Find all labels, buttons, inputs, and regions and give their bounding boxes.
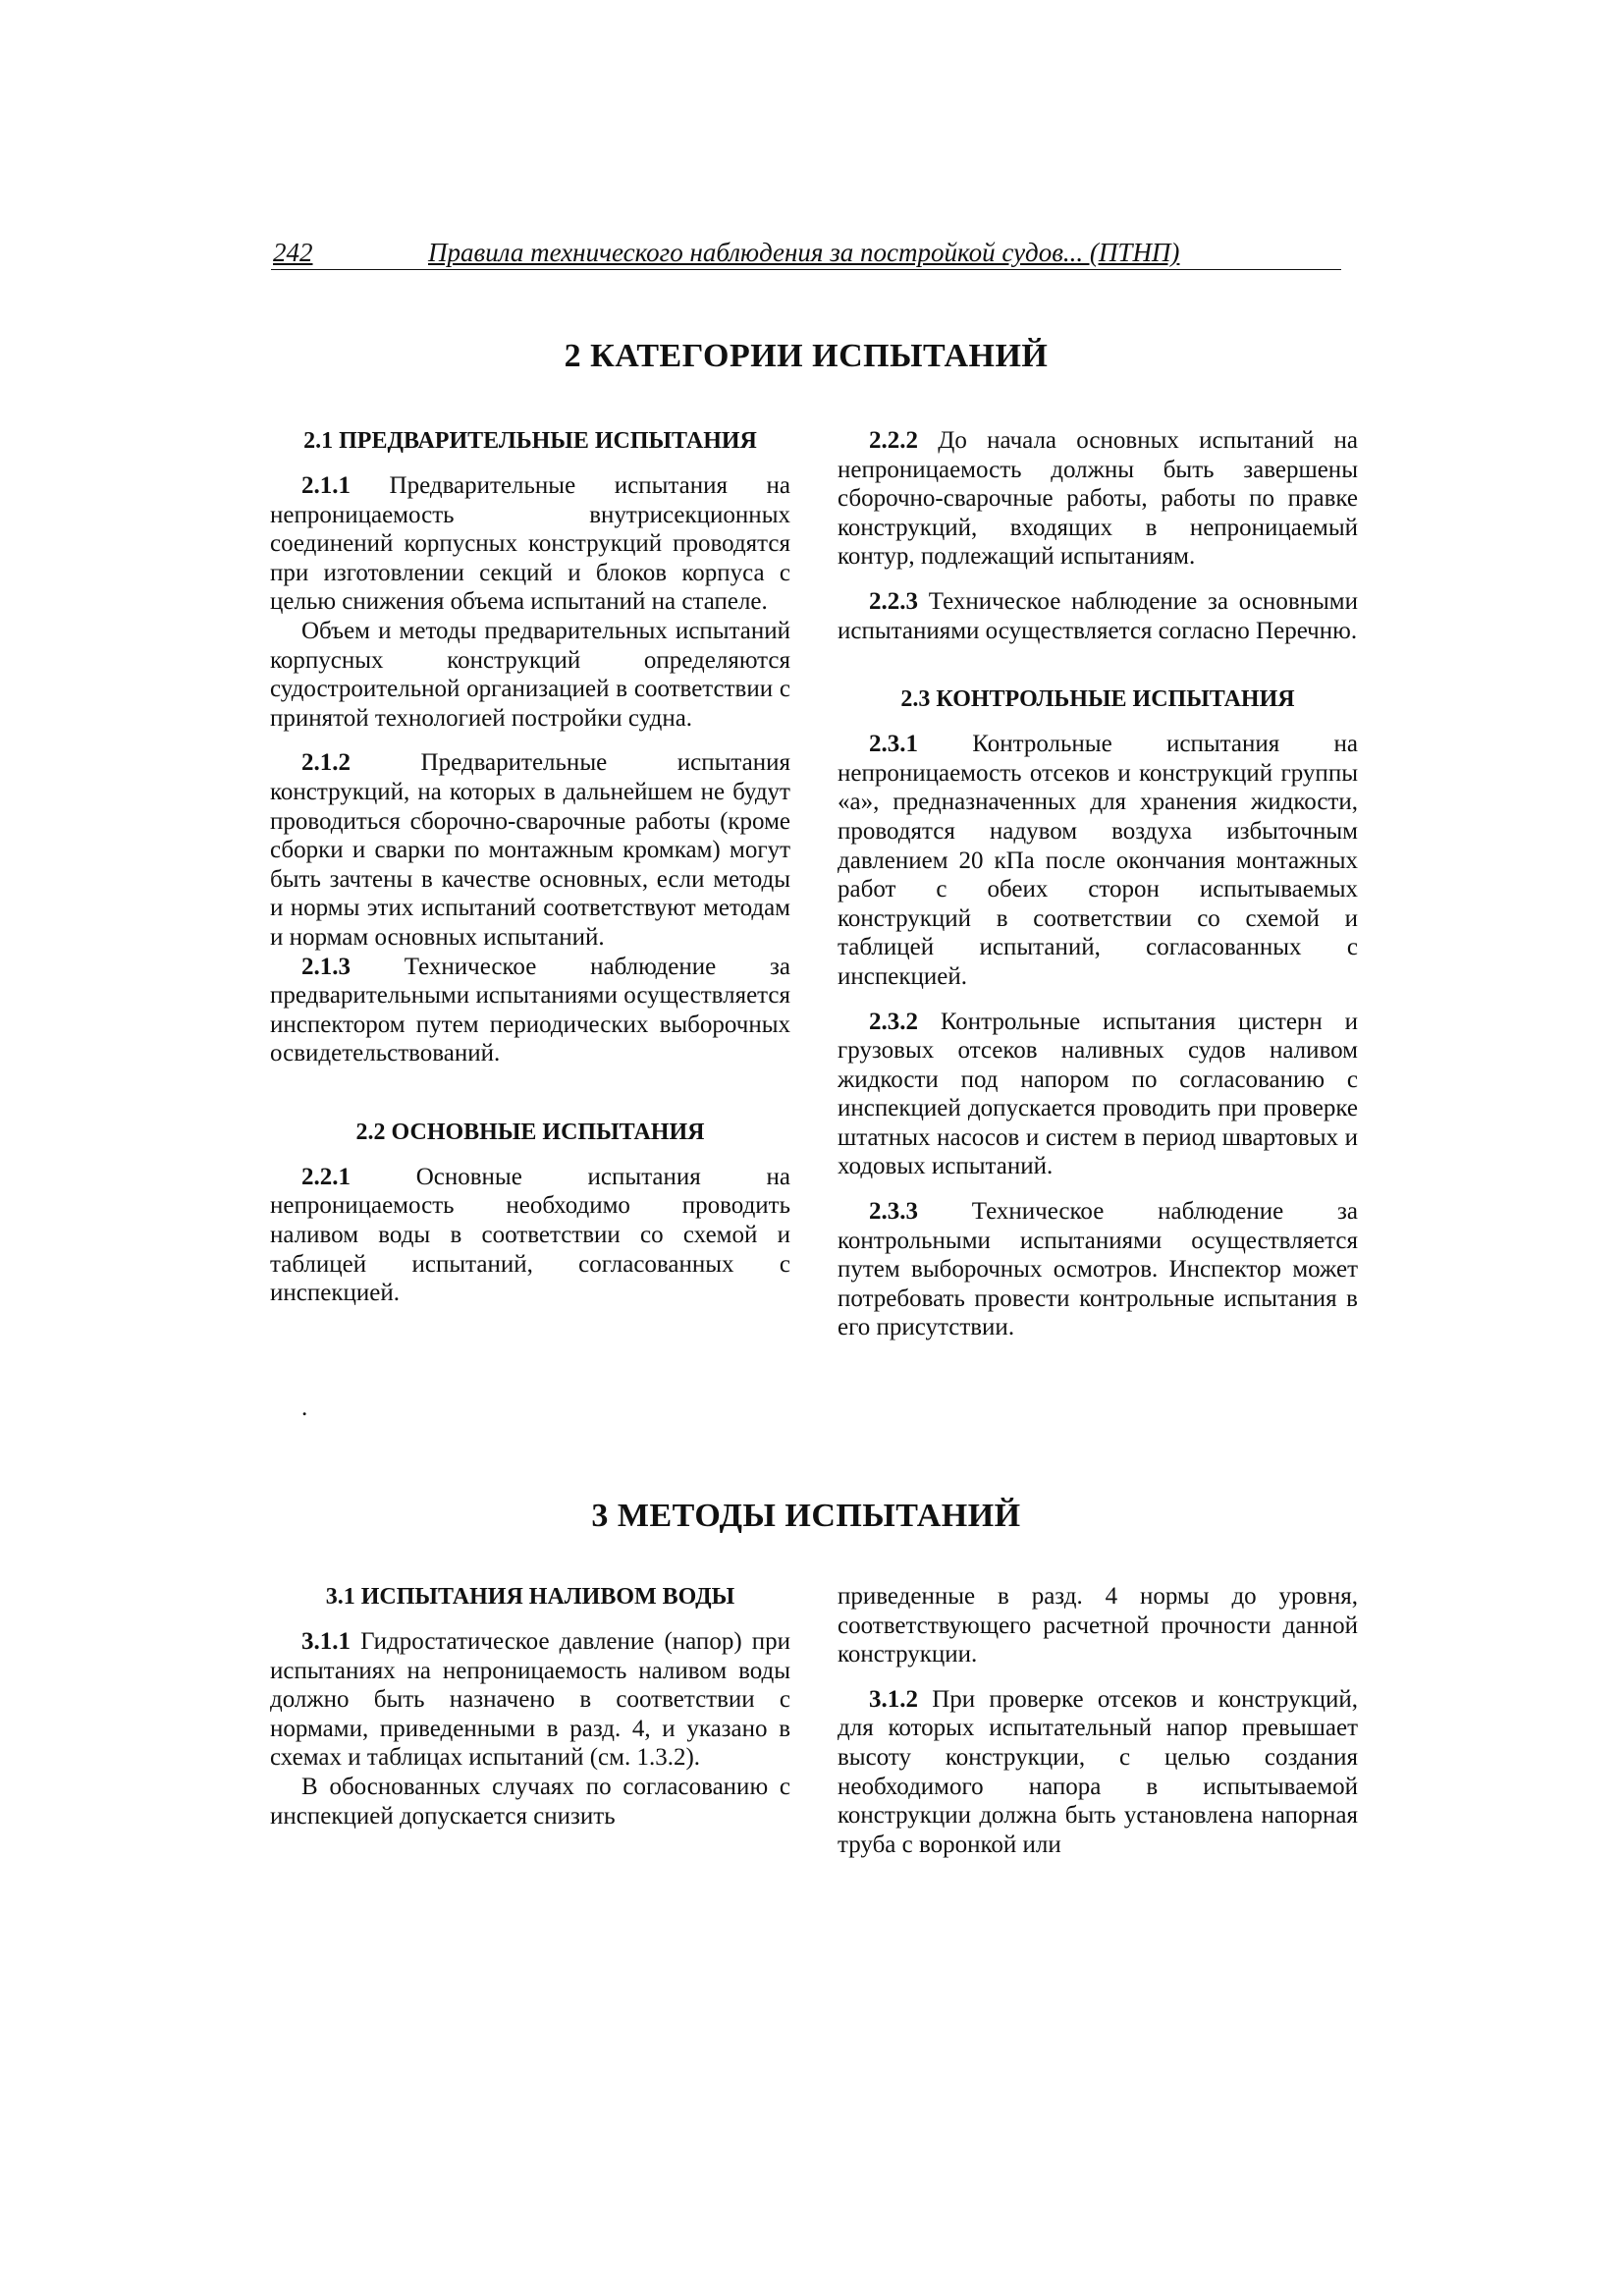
chapter-2-right-column [838,426,1358,1342]
clause-text: Техническое наблюдение за предварительными испытаниями осуществляется инспектором путем периодических выборочных освидетельствований. [270,953,790,1067]
section-2-1-heading: 2.1 ПРЕДВАРИТЕЛЬНЫЕ ИСПЫТАНИЯ [303,428,757,454]
chapter-3-right-column [838,1582,1358,1859]
clause-number: 2.3.1 [869,731,918,758]
clause-number: 2.1.1 [301,472,351,499]
page-number: 242 [273,238,313,267]
paragraph-2-2-1 [270,1163,790,1308]
clause-text: Предварительные испытания на непроницаемость внутрисекционных соединений корпусных конструкций проводятся при изготовлении секций и блоков корпуса с целью снижения объема испытаний на стапеле. [270,472,790,616]
chapter-2-left-column [270,426,790,1308]
paragraph-3-1-2 [838,1685,1358,1860]
clause-text: До начала основных испытаний на непроницаемость должны быть завершены сборочно-сварочные работы, работы по правке конструкций, входящих в непроницаемый контур, подлежащий испытаниям. [838,427,1358,571]
chapter-3-title: 3 МЕТОДЫ ИСПЫТАНИЙ [591,1498,1021,1534]
clause-number: 2.2.1 [301,1163,351,1190]
paragraph-2-2-3 [838,587,1358,645]
clause-text: Основные испытания на непроницаемость необходимо проводить наливом воды в соответствии со схемой и таблицей испытаний, согласованных с инспекцией. [270,1163,790,1307]
paragraph-3-1-1-cont-continued: приведенные в разд. 4 нормы до уровня, соответствующего расчетной прочности данной конструкции. [838,1583,1358,1668]
clause-number: 3.1.2 [869,1685,918,1713]
clause-text: Предварительные испытания конструкций, на которых в дальнейшем не будут проводиться сборочно-сварочные работы (кроме сборки и сварки по монтажным кромкам) могут быть зачтены в качестве основных, если методы и нормы этих испытаний соответствуют методам и нормам основных испытаний. [270,749,790,951]
chapter-3-left-column [270,1582,790,1831]
clause-number: 3.1.1 [301,1628,351,1655]
clause-text: Техническое наблюдение за основными испытаниями осуществляется согласно Перечню. [838,587,1358,644]
paragraph-2-1-1-cont: Объем и методы предварительных испытаний корпусных конструкций определяются судостроительной организацией в соответствии с принятой технологией постройки судна. [270,617,790,732]
section-3-1-heading: 3.1 ИСПЫТАНИЯ НАЛИВОМ ВОДЫ [325,1584,735,1610]
running-header [271,236,1341,270]
paragraph-2-3-1 [838,730,1358,991]
clause-number: 2.1.3 [301,953,351,980]
clause-text: Контрольные испытания цистерн и грузовых отсеков наливных судов наливом жидкости под напором по согласованию с инспекцией допускается проводить при проверке штатных насосов и систем в период швартовых и ходовых испытаний. [838,1008,1358,1180]
clause-text: Техническое наблюдение за контрольными испытаниями осуществляется путем выборочных осмотров. Инспектор может потребовать провести контрольные испытания в его присутствии. [838,1198,1358,1341]
clause-number: 2.1.2 [301,749,351,777]
paragraph-3-1-1 [270,1627,790,1773]
clause-text: Гидростатическое давление (напор) при испытаниях на непроницаемость наливом воды должно быть назначено в соответствии с нормами, приведенными в разд. 4, и указано в схемах и таблицах испытаний (см. 1.3.2). [270,1628,790,1772]
clause-number: 2.2.3 [869,587,918,615]
clause-text: При проверке отсеков и конструкций, для которых испытательный напор превышает высоту конструкции, с целью создания необходимого напора в испытываемой конструкции должна быть установлена напорная труба с воронкой или [838,1685,1358,1858]
running-title: Правила технического наблюдения за постройкой судов... (ПТНП) [428,238,1180,267]
paragraph-2-2-2 [838,426,1358,572]
paragraph-2-1-1 [270,471,790,617]
paragraph-2-3-3 [838,1197,1358,1342]
section-2-3-heading: 2.3 КОНТРОЛЬНЫЕ ИСПЫТАНИЯ [900,686,1295,713]
clause-number: 2.3.2 [869,1008,918,1035]
paragraph-3-1-1-cont: В обоснованных случаях по согласованию с инспекцией допускается снизить [270,1773,790,1830]
section-2-2-heading: 2.2 ОСНОВНЫЕ ИСПЫТАНИЯ [355,1119,705,1145]
chapter-2-title: 2 КАТЕГОРИИ ИСПЫТАНИЙ [564,338,1049,374]
stray-dot: . [301,1394,308,1421]
clause-number: 2.2.2 [869,427,918,454]
paragraph-2-1-2 [270,748,790,952]
paragraph-2-3-2 [838,1008,1358,1182]
clause-number: 2.3.3 [869,1198,918,1226]
clause-text: Контрольные испытания на непроницаемость отсеков и конструкций группы «а», предназначенных для хранения жидкости, проводятся надувом воздуха избыточным давлением 20 кПа после окончания монтажных работ с обеих сторон испытываемых конструкций в соответствии со схемой и таблицей испытаний, согласованных с инспекцией. [838,731,1358,990]
paragraph-2-1-3 [270,953,790,1068]
